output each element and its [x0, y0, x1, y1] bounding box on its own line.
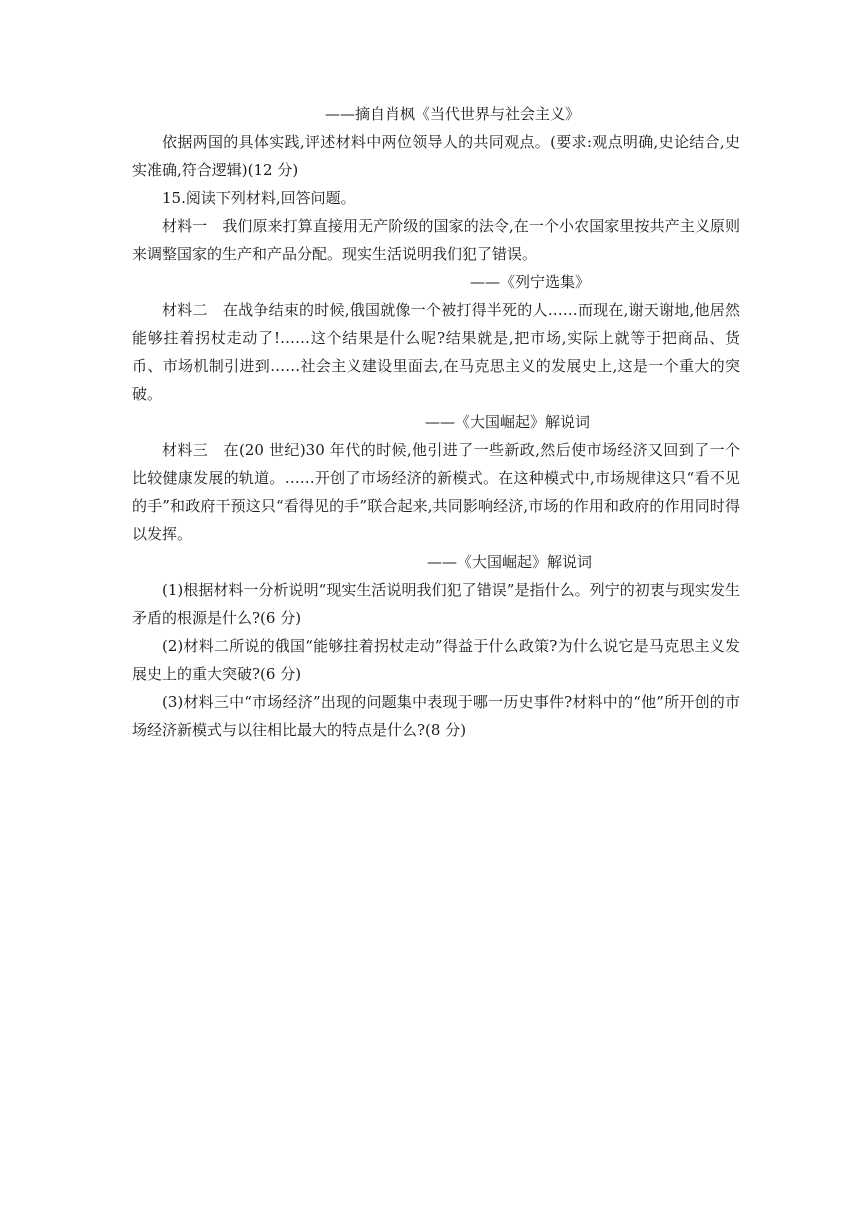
material-3-text: 材料三 在(20 世纪)30 年代的时候,他引进了一些新政,然后使市场经济又回到了一个比较健康发展的轨道。……开创了市场经济的新模式。在这种模式中,市场规律这只“看不见的手”和政府干预这只“看得见的手”联合起来,共同影响经济,市场的作用和政府的作用同时得以发挥。: [132, 441, 740, 543]
material-3-source: ——《大国崛起》解说词: [426, 553, 592, 571]
question-14-task: 依据两国的具体实践,评述材料中两位领导人的共同观点。(要求:观点明确,史论结合,史实准确,符合逻辑)(12 分): [132, 133, 740, 179]
sub-question-3: (3)材料三中“市场经济”出现的问题集中表现于哪一历史事件?材料中的“他”所开创的市场经济新模式与以往相比最大的特点是什么?(8 分): [132, 693, 740, 739]
material-1-source: ——《列宁选集》: [469, 273, 590, 291]
source-citation-top: ——摘自肖枫《当代世界与社会主义》: [324, 105, 580, 123]
material-1-text: 材料一 我们原来打算直接用无产阶级的国家的法令,在一个小农国家里按共产主义原则来调整国家的生产和产品分配。现实生活说明我们犯了错误。: [132, 217, 740, 263]
question-15-intro: 15.阅读下列材料,回答问题。: [162, 189, 356, 207]
material-2-text: 材料二 在战争结束的时候,俄国就像一个被打得半死的人……而现在,谢天谢地,他居然能够拄着拐杖走动了!……这个结果是什么呢?结果就是,把市场,实际上就等于把商品、货币、市场机制引进到……社会主义建设里面去,在马克思主义的发展史上,这是一个重大的突破。: [132, 301, 740, 403]
document-content: [132, 100, 740, 744]
sub-question-1: (1)根据材料一分析说明“现实生活说明我们犯了错误”是指什么。列宁的初衷与现实发生矛盾的根源是什么?(6 分): [132, 581, 740, 627]
sub-question-2: (2)材料二所说的俄国“能够拄着拐杖走动”得益于什么政策?为什么说它是马克思主义发展史上的重大突破?(6 分): [132, 637, 740, 683]
material-2-source: ——《大国崛起》解说词: [424, 413, 590, 431]
